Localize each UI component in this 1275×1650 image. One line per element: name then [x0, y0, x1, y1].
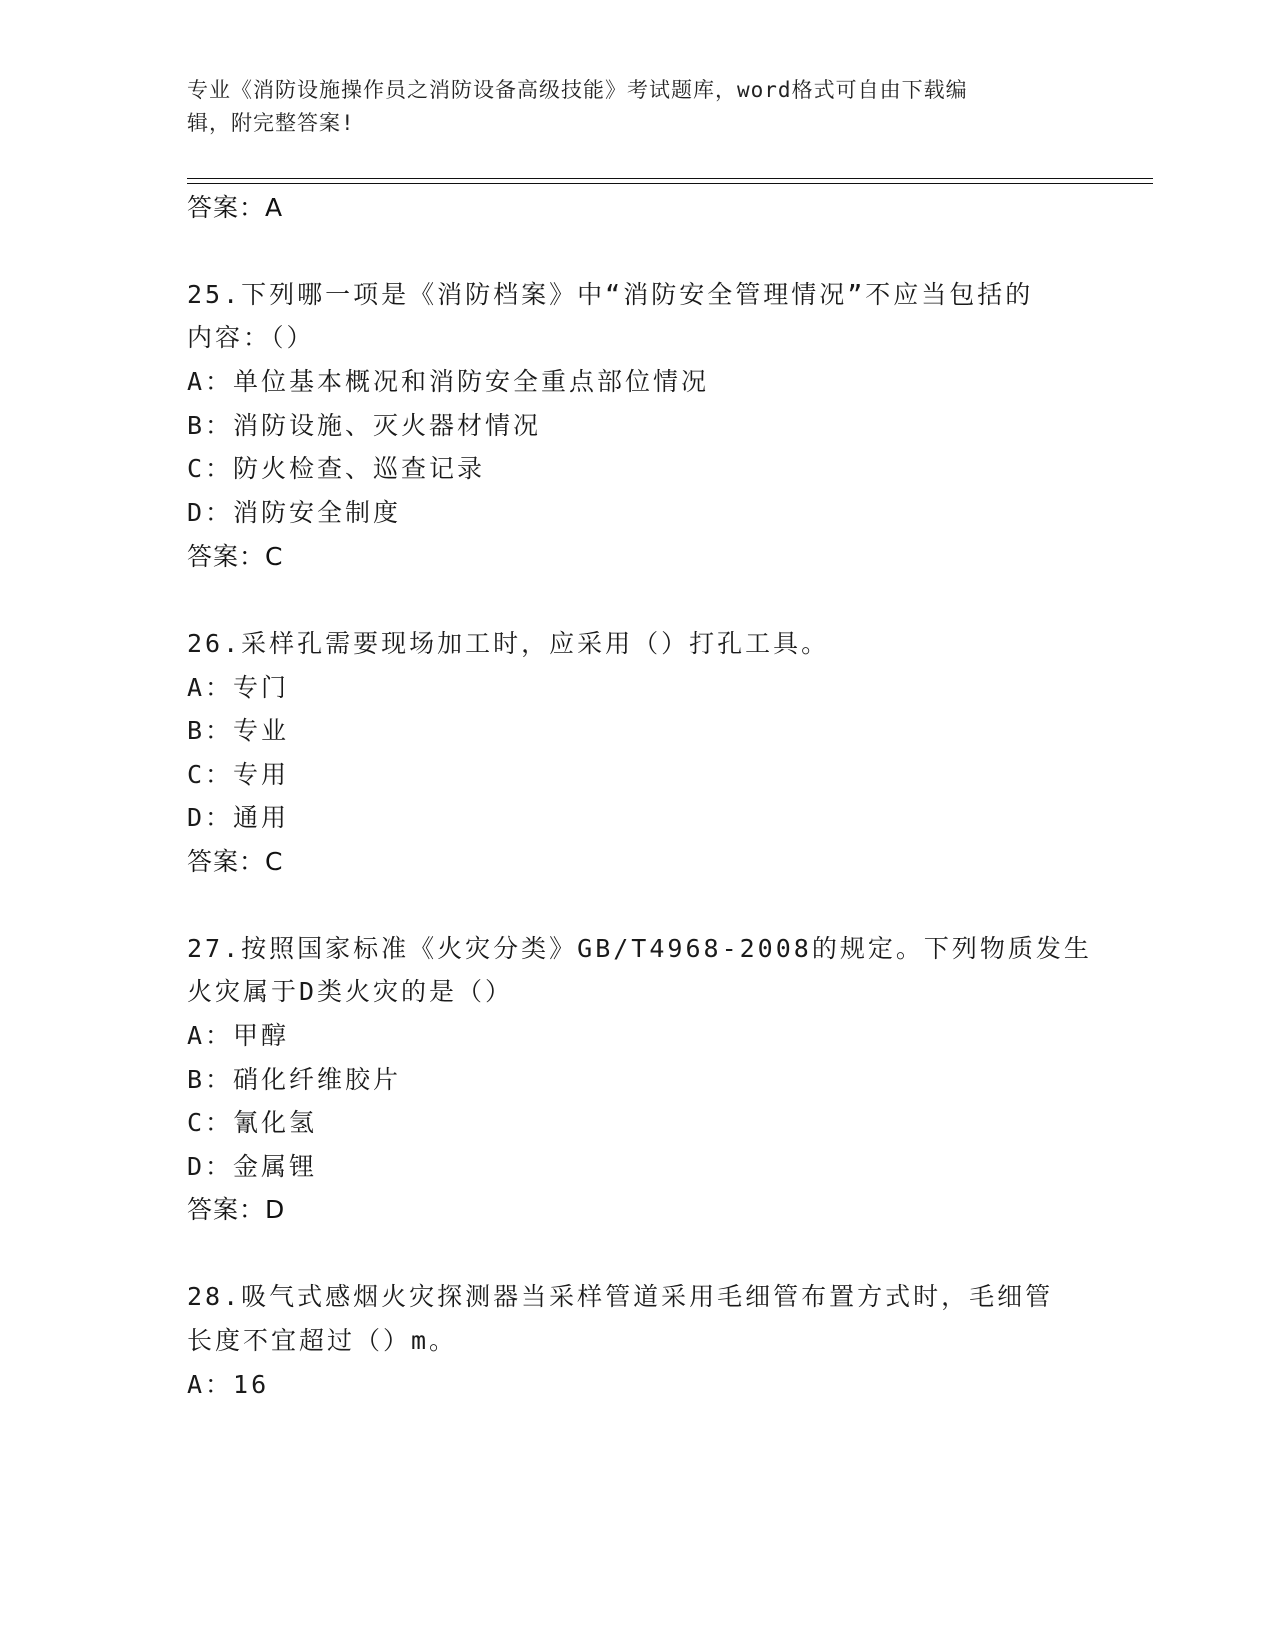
header-divider-top	[187, 178, 1153, 179]
option-d: D：通用	[187, 803, 290, 832]
question-stem: 长度不宜超过（）m。	[187, 1326, 458, 1355]
answer-line: 答案：D	[187, 1195, 286, 1224]
option-a: A：专门	[187, 673, 290, 702]
answer-line: 答案：C	[187, 847, 284, 876]
option-c: C：氰化氢	[187, 1108, 318, 1137]
answer-line: 答案：A	[187, 193, 284, 222]
question-stem: 内容：（）	[187, 323, 315, 352]
option-d: D：消防安全制度	[187, 498, 402, 527]
document-header	[187, 74, 1067, 140]
option-a: A：16	[187, 1370, 270, 1399]
option-b: B：硝化纤维胶片	[187, 1065, 402, 1094]
header-divider-bottom	[187, 183, 1153, 184]
question-stem: 28.吸气式感烟火灾探测器当采样管道采用毛细管布置方式时，毛细管	[187, 1282, 1054, 1311]
option-c: C：防火检查、巡查记录	[187, 454, 486, 483]
question-stem: 火灾属于D类火灾的是（）	[187, 977, 514, 1006]
header-line-1: 专业《消防设施操作员之消防设备高级技能》考试题库，word格式可自由下载编	[187, 78, 968, 102]
option-a: A：甲醇	[187, 1021, 290, 1050]
option-d: D：金属锂	[187, 1152, 318, 1181]
option-b: B：消防设施、灭火器材情况	[187, 411, 542, 440]
header-line-2: 辑，附完整答案!	[187, 111, 355, 135]
answer-line: 答案：C	[187, 542, 284, 571]
question-stem: 26.采样孔需要现场加工时，应采用（）打孔工具。	[187, 629, 830, 658]
option-b: B：专业	[187, 716, 290, 745]
question-stem: 27.按照国家标准《火灾分类》GB/T4968-2008的规定。下列物质发生	[187, 934, 1092, 963]
question-stem: 25.下列哪一项是《消防档案》中“消防安全管理情况”不应当包括的	[187, 280, 1034, 309]
option-a: A：单位基本概况和消防安全重点部位情况	[187, 367, 710, 396]
option-c: C：专用	[187, 760, 290, 789]
